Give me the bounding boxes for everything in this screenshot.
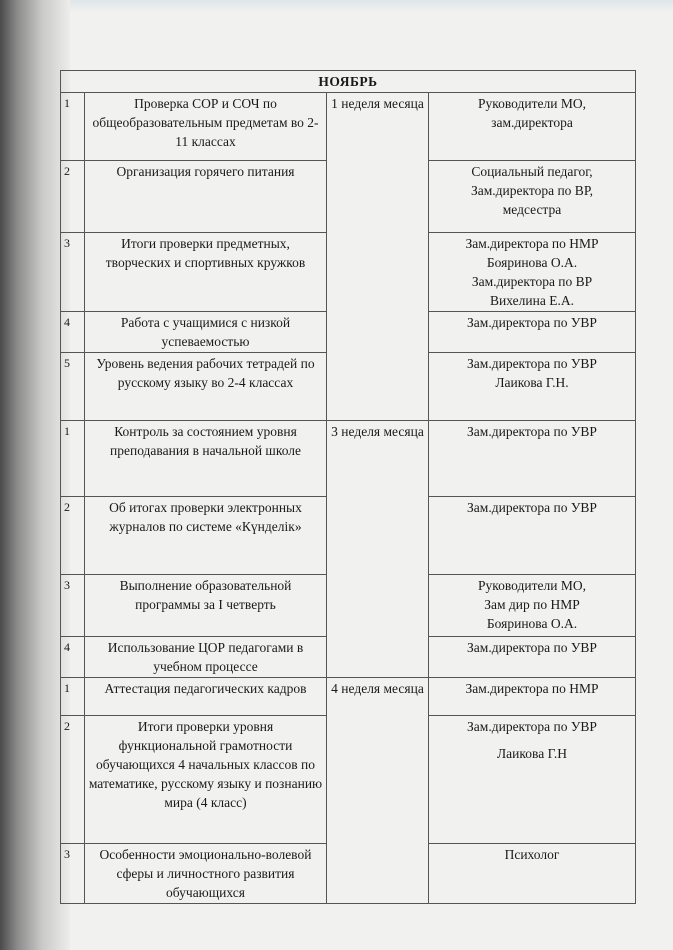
responsible-line: Зам.директора по УВР [467, 356, 597, 371]
responsible-cell [429, 678, 636, 716]
document-page [60, 70, 635, 904]
responsible-line: Зам.директора по УВР [467, 640, 597, 655]
month-header-row [61, 71, 636, 93]
row-number: 3 [61, 233, 85, 312]
row-number: 1 [61, 678, 85, 716]
responsible-cell [429, 844, 636, 904]
responsible-line: Социальный педагог, [471, 164, 593, 179]
responsible-line: Бояринова О.А. [486, 255, 578, 270]
responsible-cell [429, 93, 636, 161]
task-cell: Организация горячего питания [85, 161, 327, 233]
responsible-line: Лаикова Г.Н. [495, 375, 569, 390]
responsible-line: Зам.директора по УВР [467, 424, 597, 439]
row-number: 2 [61, 716, 85, 844]
responsible-line: Бояринова О.А. [486, 616, 578, 631]
responsible-cell [429, 161, 636, 233]
responsible-cell [429, 716, 636, 844]
scan-top-edge [70, 0, 673, 12]
plan-table [60, 70, 636, 904]
table-row [61, 678, 636, 716]
row-number: 3 [61, 575, 85, 637]
task-cell: Использование ЦОР педагогами в учебном процессе [85, 637, 327, 678]
table-row [61, 421, 636, 497]
responsible-cell [429, 353, 636, 421]
week-cell: 1 неделя месяца [327, 93, 429, 421]
row-number: 3 [61, 844, 85, 904]
task-cell: Особенности эмоционально-волевой сферы и личностного развития обучающихся [85, 844, 327, 904]
responsible-line: Вихелина Е.А. [490, 293, 574, 308]
responsible-line: Зам.директора по УВР [467, 719, 597, 734]
row-number: 5 [61, 353, 85, 421]
responsible-line: Зам дир по НМР [484, 597, 580, 612]
responsible-line [432, 736, 632, 744]
responsible-cell [429, 637, 636, 678]
row-number: 4 [61, 637, 85, 678]
row-number: 2 [61, 497, 85, 575]
responsible-cell [429, 233, 636, 312]
table-row [61, 93, 636, 161]
plan-body [61, 93, 636, 904]
month-title: НОЯБРЬ [61, 71, 636, 93]
responsible-line: Зам.директора по НМР [465, 236, 599, 251]
responsible-line: Лаикова Г.Н [497, 746, 567, 761]
responsible-line: Руководители МО, [478, 578, 586, 593]
task-cell: Проверка СОР и СОЧ по общеобразовательным предметам во 2-11 классах [85, 93, 327, 161]
responsible-cell [429, 497, 636, 575]
row-number: 1 [61, 93, 85, 161]
week-cell: 4 неделя месяца [327, 678, 429, 904]
responsible-line: Зам.директора по УВР [467, 500, 597, 515]
task-cell: Уровень ведения рабочих тетрадей по русскому языку во 2-4 классах [85, 353, 327, 421]
task-cell: Об итогах проверки электронных журналов по системе «Күнделік» [85, 497, 327, 575]
responsible-line: Зам.директора по НМР [465, 681, 599, 696]
responsible-line: Зам.директора по ВР [471, 274, 593, 289]
responsible-cell [429, 575, 636, 637]
week-cell: 3 неделя месяца [327, 421, 429, 678]
responsible-cell [429, 312, 636, 353]
task-cell: Работа с учащимися с низкой успеваемостью [85, 312, 327, 353]
row-number: 2 [61, 161, 85, 233]
row-number: 1 [61, 421, 85, 497]
responsible-line: Психолог [504, 847, 560, 862]
responsible-line: Руководители МО, [478, 96, 586, 111]
responsible-line: зам.директора [491, 115, 573, 130]
task-cell: Выполнение образовательной программы за I четверть [85, 575, 327, 637]
task-cell: Итоги проверки уровня функциональной грамотности обучающихся 4 начальных классов по математике, русскому языку и познанию мира (4 класс) [85, 716, 327, 844]
responsible-line: медсестра [502, 202, 562, 217]
responsible-line: Зам.директора по ВР, [470, 183, 594, 198]
task-cell: Итоги проверки предметных, творческих и спортивных кружков [85, 233, 327, 312]
row-number: 4 [61, 312, 85, 353]
responsible-cell [429, 421, 636, 497]
responsible-line: Зам.директора по УВР [467, 315, 597, 330]
task-cell: Аттестация педагогических кадров [85, 678, 327, 716]
task-cell: Контроль за состоянием уровня преподавания в начальной школе [85, 421, 327, 497]
